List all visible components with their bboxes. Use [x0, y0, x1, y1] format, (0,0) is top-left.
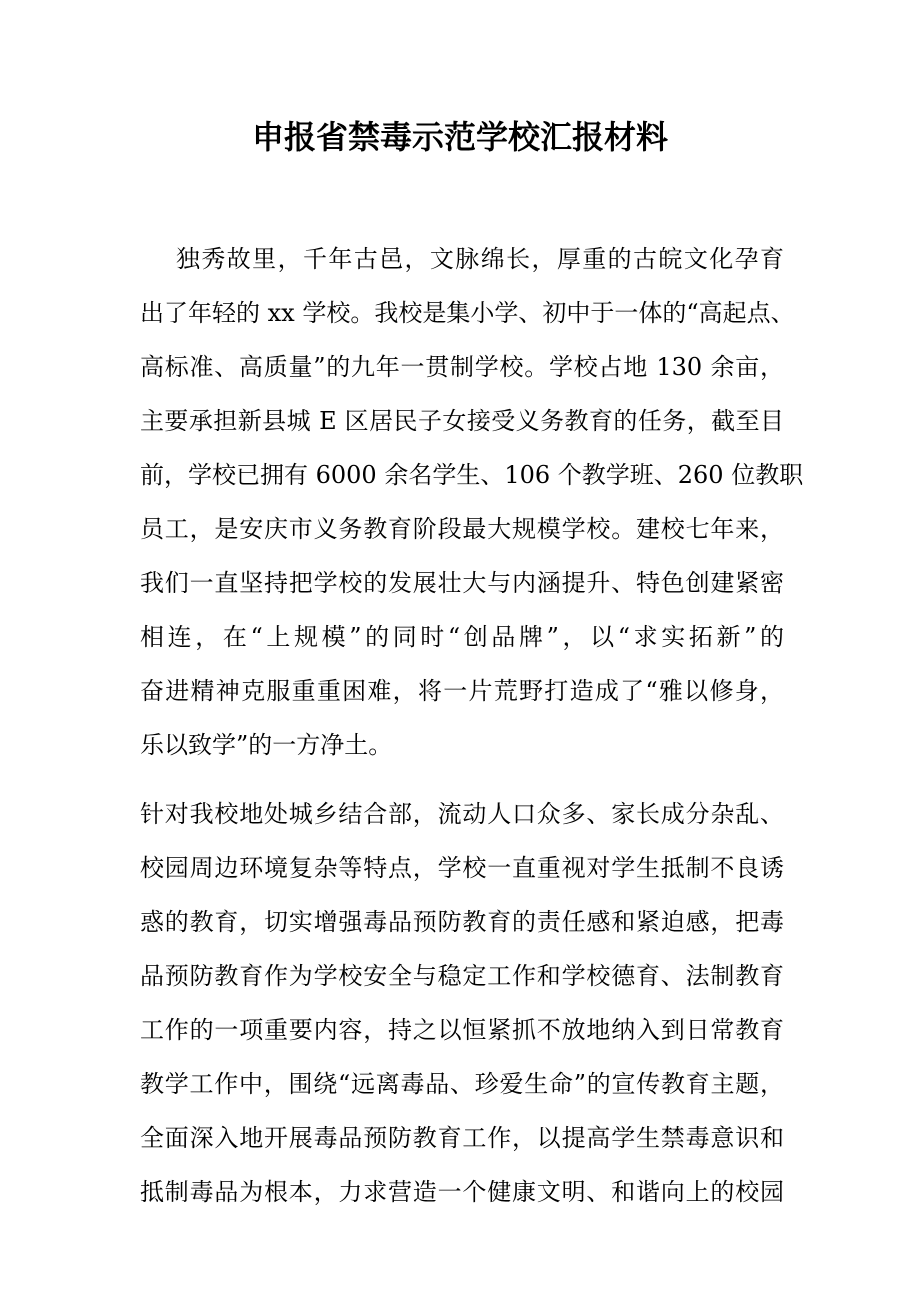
- paragraph-line: 品预防教育作为学校安全与稳定工作和学校德育、法制教育: [140, 962, 784, 990]
- paragraph-line: 乐以致学”的一方净土。: [140, 731, 393, 759]
- paragraph-line: 相连，在“上规模”的同时“创品牌”，以“求实拓新”的: [140, 623, 784, 651]
- paragraph-line: 工作的一项重要内容，持之以恒紧抓不放地纳入到日常教育: [140, 1016, 784, 1044]
- paragraph-line: 员工，是安庆市义务教育阶段最大规模学校。建校七年来，: [140, 515, 784, 543]
- paragraph-drug-prevention: [140, 787, 784, 1219]
- paragraph-line: 教学工作中，围绕“远离毒品、珍爱生命”的宣传教育主题，: [140, 1070, 784, 1098]
- paragraph-line: 我们一直坚持把学校的发展壮大与内涵提升、特色创建紧密: [140, 569, 784, 597]
- paragraph-line: 主要承担新县城 E 区居民子女接受义务教育的任务，截至目: [140, 407, 784, 435]
- paragraph-intro: [140, 232, 804, 772]
- paragraph-line: 高标准、高质量”的九年一贯制学校。学校占地 130 余亩，: [140, 353, 784, 381]
- paragraph-line: 前，学校已拥有 6000 余名学生、106 个教学班、260 位教职: [140, 461, 804, 489]
- paragraph-line: 出了年轻的 xx 学校。我校是集小学、初中于一体的“高起点、: [140, 299, 795, 327]
- paragraph-line: 惑的教育，切实增强毒品预防教育的责任感和紧迫感，把毒: [140, 908, 784, 936]
- paragraph-line: 独秀故里，千年古邑，文脉绵长，厚重的古皖文化孕育: [176, 245, 784, 273]
- paragraph-line: 抵制毒品为根本，力求营造一个健康文明、和谐向上的校园: [140, 1178, 784, 1206]
- document-title: 申报省禁毒示范学校汇报材料: [251, 118, 668, 156]
- paragraph-line: 针对我校地处城乡结合部，流动人口众多、家长成分杂乱、: [140, 800, 784, 828]
- paragraph-line: 校园周边环境复杂等特点，学校一直重视对学生抵制不良诱: [140, 854, 784, 882]
- paragraph-line: 奋进精神克服重重困难，将一片荒野打造成了“雅以修身，: [140, 677, 784, 705]
- paragraph-line: 全面深入地开展毒品预防教育工作，以提高学生禁毒意识和: [140, 1124, 784, 1152]
